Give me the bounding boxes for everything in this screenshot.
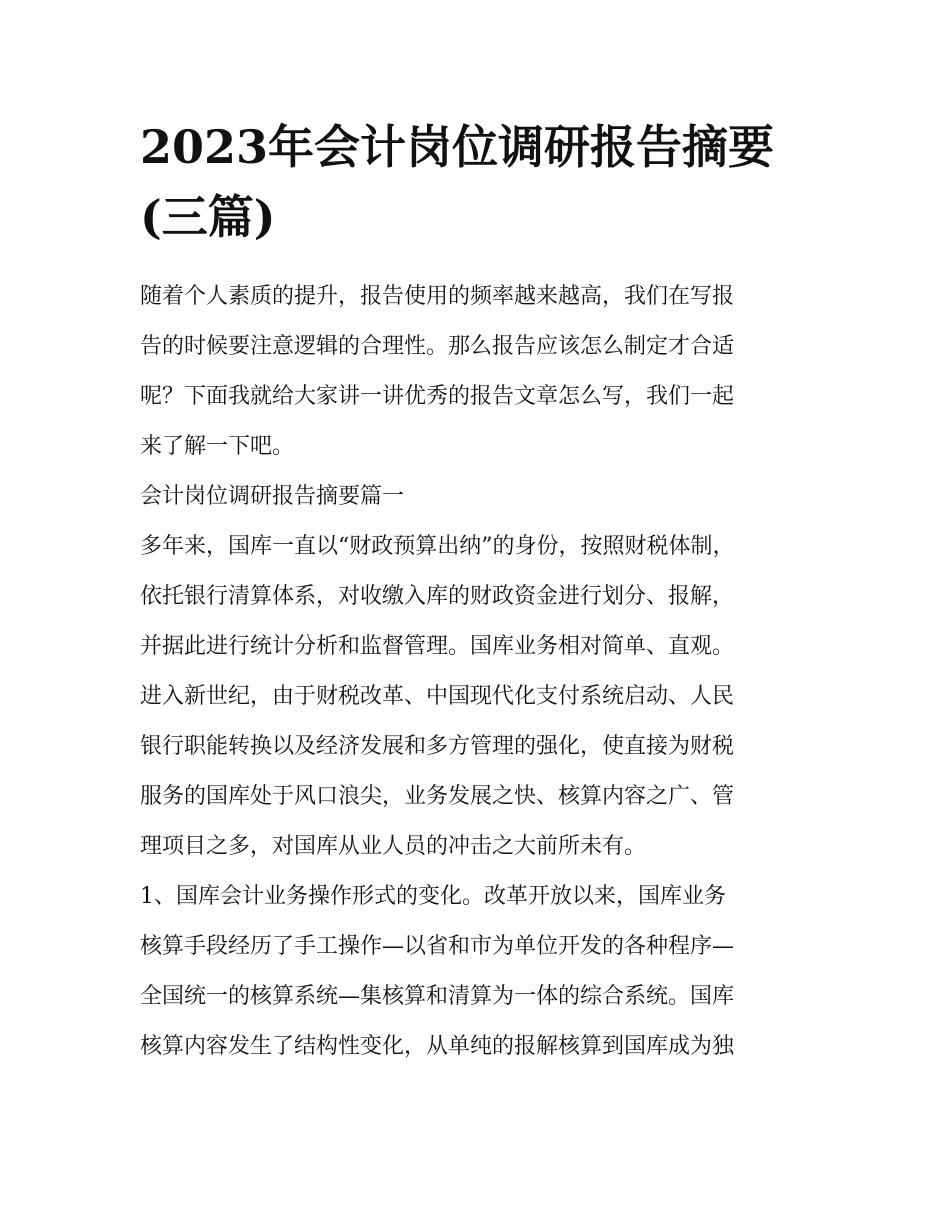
body-line: 多年来，国库一直以“财政预算出纳”的身份，按照财税体制， xyxy=(140,534,735,559)
body-line: 核算手段经历了手工操作—以省和市为单位开发的各种程序— xyxy=(140,934,735,959)
body-line: 全国统一的核算系统—集核算和清算为一体的综合系统。国库 xyxy=(140,984,735,1009)
document-page xyxy=(140,112,812,1072)
section-heading: 会计岗位调研报告摘要篇一 xyxy=(140,484,405,509)
title-line-2: (三篇) xyxy=(140,190,276,244)
body-line: 依托银行清算体系，对收缴入库的财政资金进行划分、报解， xyxy=(140,584,735,609)
body-line: 服务的国库处于风口浪尖，业务发展之快、核算内容之广、管 xyxy=(140,784,735,809)
body-line: 呢？下面我就给大家讲一讲优秀的报告文章怎么写，我们一起 xyxy=(140,384,735,409)
document-body xyxy=(140,272,812,1072)
body-line: 进入新世纪，由于财税改革、中国现代化支付系统启动、人民 xyxy=(140,684,735,709)
body-line: 理项目之多，对国库从业人员的冲击之大前所未有。 xyxy=(140,834,647,859)
body-line: 来了解一下吧。 xyxy=(140,434,295,459)
body-line: 银行职能转换以及经济发展和多方管理的强化，使直接为财税 xyxy=(140,734,735,759)
body-line: 随着个人素质的提升，报告使用的频率越来越高，我们在写报 xyxy=(140,284,735,309)
body-line: 核算内容发生了结构性变化，从单纯的报解核算到国库成为独 xyxy=(140,1034,735,1059)
document-title xyxy=(140,112,812,252)
body-line: 告的时候要注意逻辑的合理性。那么报告应该怎么制定才合适 xyxy=(140,334,735,359)
body-line: 1、国库会计业务操作形式的变化。改革开放以来，国库业务 xyxy=(140,884,726,909)
title-line-1: 2023年会计岗位调研报告摘要 xyxy=(140,120,775,174)
body-line: 并据此进行统计分析和监督管理。国库业务相对简单、直观。 xyxy=(140,634,735,659)
